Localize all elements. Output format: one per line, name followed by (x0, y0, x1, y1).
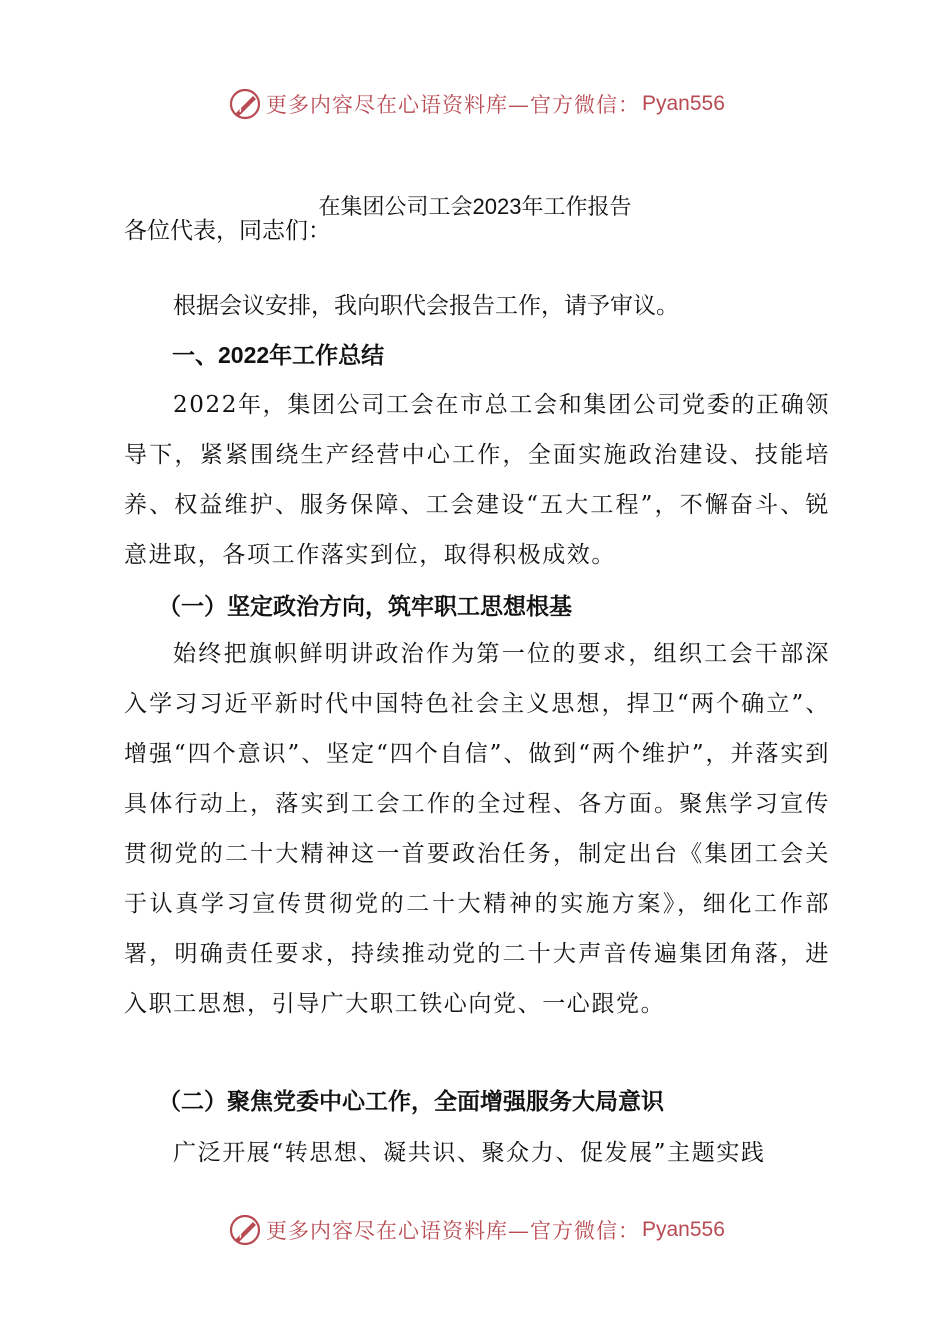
watermark-header (228, 84, 725, 124)
section-heading-1: 一、2022年工作总结 (172, 342, 385, 368)
salutation: 各位代表，同志们： (124, 218, 331, 244)
watermark-footer (228, 1210, 725, 1250)
pen-seal-icon (228, 1213, 262, 1247)
section-1-paragraph: 2022年，集团公司工会在市总工会和集团公司党委的正确领导下，紧紧围绕生产经营中心工作，全面实施政治建设、技能培养、权益维护、服务保障、工会建设“五大工程”，不懈奋斗、锐意进取，各项工作落实到位，取得积极成效。 (124, 392, 830, 568)
watermark-text: 更多内容尽在心语资料库—官方微信： (266, 1219, 640, 1243)
pen-seal-icon (228, 87, 262, 121)
subsection-1-paragraph: 始终把旗帜鲜明讲政治作为第一位的要求，组织工会干部深入学习习近平新时代中国特色社会主义思想，捍卫“两个确立”、增强“四个意识”、坚定“四个自信”、做到“两个维护”，并落实到具体行动上，落实到工会工作的全过程、各方面。聚焦学习宣传贯彻党的二十大精神这一首要政治任务，制定出台《集团工会关于认真学习宣传贯彻党的二十大精神的实施方案》，细化工作部署，明确责任要求，持续推动党的二十大声音传遍集团角落，进入职工思想，引导广大职工铁心向党、一心跟党。 (124, 641, 830, 1017)
subsection-2-paragraph: 广泛开展“转思想、凝共识、聚众力、促发展”主题实践 (173, 1140, 766, 1166)
document-title: 在集团公司工会2023年工作报告 (318, 194, 632, 219)
watermark-handle: Pyan556 (642, 1218, 725, 1241)
watermark-handle: Pyan556 (642, 92, 725, 115)
subsection-heading-2: （二）聚焦党委中心工作，全面增强服务大局意识 (158, 1088, 664, 1114)
subsection-heading-1: （一）坚定政治方向，筑牢职工思想根基 (158, 593, 572, 619)
intro-paragraph: 根据会议安排，我向职代会报告工作，请予审议。 (173, 293, 679, 319)
watermark-text: 更多内容尽在心语资料库—官方微信： (266, 93, 640, 117)
